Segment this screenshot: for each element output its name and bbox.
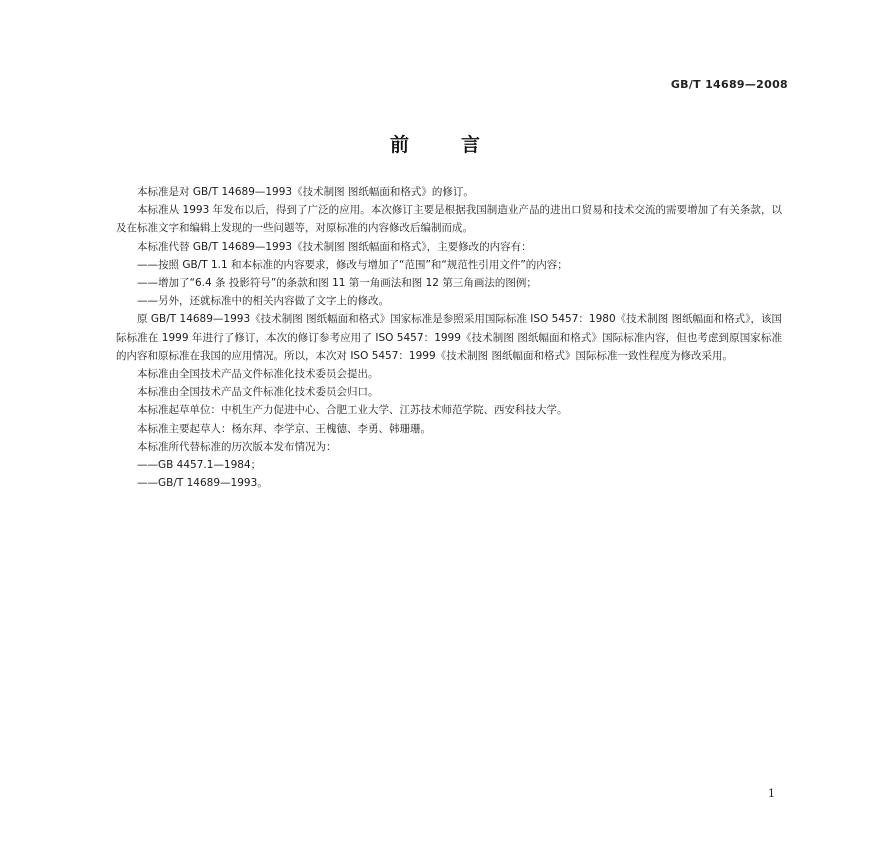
foreword-body: [116, 183, 782, 492]
standard-code: GB/T 14689—2008: [670, 78, 788, 91]
list-item: ——另外，还就标准中的相关内容做了文字上的修改。: [137, 295, 389, 308]
page-title: 前言: [389, 134, 532, 156]
paragraph-proposed-by: 本标准由全国技术产品文件标准化技术委员会提出。: [137, 368, 379, 381]
paragraph-replaces: 本标准代替 GB/T 14689—1993《技术制图 图纸幅面和格式》，主要修改的内容有：: [137, 240, 532, 253]
paragraph-centralized-by: 本标准由全国技术产品文件标准化技术委员会归口。: [137, 386, 379, 399]
paragraph-revision-reason: 本标准从 1993 年发布以后，得到了广泛的应用。本次修订主要是根据我国制造业产品的进出口贸易和技术交流的需要增加了有关条款，以及在标准文字和编辑上发现的一些问题等，对原标准的内容修改后编制而成。: [116, 204, 782, 235]
paragraph-drafters: 本标准主要起草人：杨东拜、李学京、王槐德、李勇、韩珊珊。: [137, 422, 431, 435]
list-item: ——按照 GB/T 1.1 和本标准的内容要求，修改与增加了“范围”和“规范性引用文件”的内容；: [137, 258, 568, 271]
list-item: ——增加了“6.4 条 投影符号”的条款和图 11 第一角画法和图 12 第三角画法的图例；: [137, 277, 537, 290]
list-item: ——GB 4457.1—1984；: [137, 459, 262, 472]
page-number: 1: [768, 787, 775, 800]
paragraph-revision-basis: 本标准是对 GB/T 14689—1993《技术制图 图纸幅面和格式》的修订。: [137, 186, 474, 198]
paragraph-drafting-units: 本标准起草单位：中机生产力促进中心、合肥工业大学、江苏技术师范学院、西安科技大学。: [137, 404, 568, 417]
list-item: ——GB/T 14689—1993。: [137, 477, 268, 490]
paragraph-iso-reference: 原 GB/T 14689—1993《技术制图 图纸幅面和格式》国家标准是参照采用国际标准 ISO 5457：1980《技术制图 图纸幅面和格式》，该国际标准在 1999 年进行了修订，本次的修订参考应用了 ISO 5457：1999《技术制图 图纸幅面和格式》国际标准内容，但也考虑到原国家标准的内容和原标准在我国的应用情况。所以，本次对 ISO 5457：1999《技术制图 图纸幅面和格式》国际标准一致性程度为修改采用。: [116, 313, 782, 362]
paragraph-history-intro: 本标准所代替标准的历次版本发布情况为：: [137, 440, 337, 453]
